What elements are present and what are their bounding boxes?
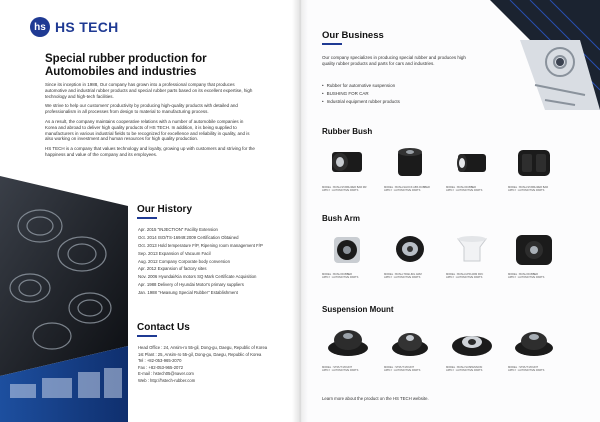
- product-model: MODEL : BUSH-UPR ARM FRC: [446, 273, 484, 276]
- product-model: MODEL : BUSH SUSPENSION: [446, 366, 483, 369]
- product-row-bush-arm: [322, 227, 562, 287]
- business-title: Our Business: [322, 30, 384, 41]
- contact-head-office: Head Office : 24, Ansim-ro 55-gil, Dong-gu, Daegu, Republic of Korea: [138, 345, 268, 350]
- contact-email: E-mail : hstech05@naver.com: [138, 371, 194, 377]
- product-card: [322, 140, 374, 200]
- suspension-mount-image: [322, 320, 374, 364]
- product-card: [384, 140, 436, 200]
- product-apply: APPLY : AUTOMOTIVE PARTS: [446, 189, 483, 193]
- product-card: [508, 140, 560, 200]
- product-apply: APPLY : AUTOMOTIVE PARTS: [446, 369, 483, 373]
- product-model: MODEL : BUSH-STABILIZER BAR RR: [322, 186, 367, 189]
- product-apply: APPLY : AUTOMOTIVE PARTS: [322, 276, 359, 280]
- suspension-mount-image: [446, 320, 498, 364]
- business-accent-bar: [322, 43, 342, 45]
- bush-arm-image: [508, 227, 560, 271]
- product-model: MODEL : STRUT MOUNT: [384, 366, 415, 369]
- business-list: [322, 82, 400, 106]
- product-card: [508, 320, 560, 380]
- bush-arm-image: [384, 227, 436, 271]
- suspension-photo-decoration: [450, 0, 600, 150]
- bush-arm-image: [322, 227, 374, 271]
- intro-paragraph-3: As a result, the company maintains cooperative relations with a number of automobile companies in Korea and abroad to deliver high quality products of HS TECH. In addition, it is being supplied to manufacturers in various industrial fields to be recognized for excellence and reliability in quality, and is also working on investment and human resources for high quality production.: [45, 118, 250, 142]
- history-item: Apr. 2015 "INJECTION" Facility Extension: [138, 227, 218, 232]
- product-row-rubber-bush: [322, 140, 562, 200]
- product-model: MODEL : BUSH-STABILIZER BAR: [508, 186, 549, 189]
- contact-fax: Fax : +82-053-965-2072: [138, 364, 184, 370]
- product-apply: APPLY : AUTOMOTIVE PARTS: [384, 276, 421, 280]
- section-title-rubber-bush: Rubber Bush: [322, 127, 373, 136]
- rubber-bush-image: [508, 140, 560, 184]
- hero-title: [45, 53, 207, 79]
- business-item: • Rubber for automotive suspension: [322, 82, 400, 90]
- history-item: Apr. 2012 Expansion of factory sites: [138, 266, 207, 272]
- history-item: Apr. 1988 Delivery of Hyundai Motor's primary suppliers: [138, 282, 244, 288]
- product-card: [446, 320, 498, 380]
- product-apply: APPLY : AUTOMOTIVE PARTS: [322, 369, 359, 373]
- product-apply: APPLY : AUTOMOTIVE PARTS: [384, 369, 421, 373]
- intro-text: [45, 82, 255, 162]
- product-apply: APPLY : AUTOMOTIVE PARTS: [384, 189, 421, 193]
- rubber-bush-image: [322, 140, 374, 184]
- hs-tech-logo: [30, 17, 119, 37]
- hero-title-line-2: Automobiles and industries: [45, 66, 197, 78]
- product-card: [446, 140, 498, 200]
- product-model: MODEL : STRUT MOUNT: [508, 366, 539, 369]
- contact-title: Contact Us: [137, 322, 190, 333]
- contact-accent-bar: [137, 335, 157, 337]
- product-row-suspension-mount: [322, 320, 562, 380]
- intro-paragraph-1: Since its inception in 1988, Our company has grown into a professional company that produces automotive and industrial rubber products and special rubber parts based on its excellent expertise, high technology and high-tech facilities.: [45, 82, 253, 99]
- hero-title-line-1: Special rubber production for: [45, 53, 207, 65]
- intro-paragraph-4: HS TECH is a company that values technology and loyalty, growing up with customers and striving for the happiness and value of the company and its employees.: [45, 146, 255, 157]
- website-note: Learn more about the product on the HS TECH website.: [322, 396, 429, 401]
- product-apply: APPLY : AUTOMOTIVE PARTS: [508, 189, 545, 193]
- product-apply: APPLY : AUTOMOTIVE PARTS: [508, 369, 545, 373]
- product-model: MODEL : BUSH-TRAILING ARM: [384, 273, 422, 276]
- history-title: Our History: [137, 204, 193, 215]
- product-model: MODEL : BUSH-SHOCK ABS RUBBER: [384, 186, 430, 189]
- product-model: MODEL : BUSH RUBBER: [446, 186, 477, 189]
- contact-list: [138, 345, 267, 385]
- product-apply: APPLY : AUTOMOTIVE PARTS: [446, 276, 483, 280]
- history-item: Nov. 2006 Hyundai/Kia motors SQ Mark Certificate Acquisition: [138, 274, 257, 280]
- product-card: [322, 227, 374, 287]
- hs-logo-mark-icon: hs: [30, 17, 50, 37]
- contact-tel: Tel : +82-053-965-2070: [138, 358, 182, 364]
- rubber-bush-image: [384, 140, 436, 184]
- business-description: Our company specializes in producing special rubber and produces high quality rubber products and parts for cars and industries.: [322, 55, 466, 66]
- section-title-bush-arm: Bush Arm: [322, 214, 360, 223]
- product-apply: APPLY : AUTOMOTIVE PARTS: [508, 276, 545, 280]
- right-page: [300, 0, 600, 422]
- section-title-suspension-mount: Suspension Mount: [322, 305, 394, 314]
- factory-photo-collage: [0, 176, 128, 422]
- product-apply: APPLY : AUTOMOTIVE PARTS: [322, 189, 359, 193]
- product-card: [384, 320, 436, 380]
- contact-web: Web : http://hstech-rubber.com: [138, 377, 196, 383]
- product-card: [508, 227, 560, 287]
- product-card: [384, 227, 436, 287]
- business-item: • BUSHING FOR CAR: [322, 90, 400, 98]
- intro-paragraph-2: We strive to help our customers' productivity by producing high-quality products with detailed and professionalism in all processes from design to material to manufacturing process.: [45, 103, 238, 115]
- suspension-mount-image: [384, 320, 436, 364]
- product-card: [322, 320, 374, 380]
- bush-arm-image: [446, 227, 498, 271]
- history-item: Jan. 1988 "Hwasung Special Rubber" Establishment: [138, 290, 238, 296]
- product-model: MODEL : STRUT MOUNT: [322, 366, 353, 369]
- history-item: Oct. 2013 Hold temperature F/P, Ripening room management F/P: [138, 242, 263, 248]
- contact-plant: 1st Plant : 25, Ansim-ro 55-gil, Dong-gu, Daegu, Republic of Korea: [138, 351, 262, 357]
- product-model: MODEL : BUSH RUBBER: [322, 273, 353, 276]
- logo-text: HS TECH: [55, 19, 119, 35]
- rubber-bush-image: [446, 140, 498, 184]
- history-accent-bar: [137, 217, 157, 219]
- suspension-mount-image: [508, 320, 560, 364]
- history-item: Aug. 2012 Company Corporate body conversion: [138, 258, 230, 264]
- history-list: [138, 226, 263, 297]
- product-model: MODEL : BUSH RUBBER: [508, 273, 539, 276]
- business-item: • Industrial equipment rubber products: [322, 98, 400, 106]
- history-item: Sep. 2013 Expansion of Vacuum Facil: [138, 250, 211, 256]
- history-item: Oct. 2014 ISO/TS-16949:2009 Certification Obtained: [138, 234, 239, 240]
- product-card: [446, 227, 498, 287]
